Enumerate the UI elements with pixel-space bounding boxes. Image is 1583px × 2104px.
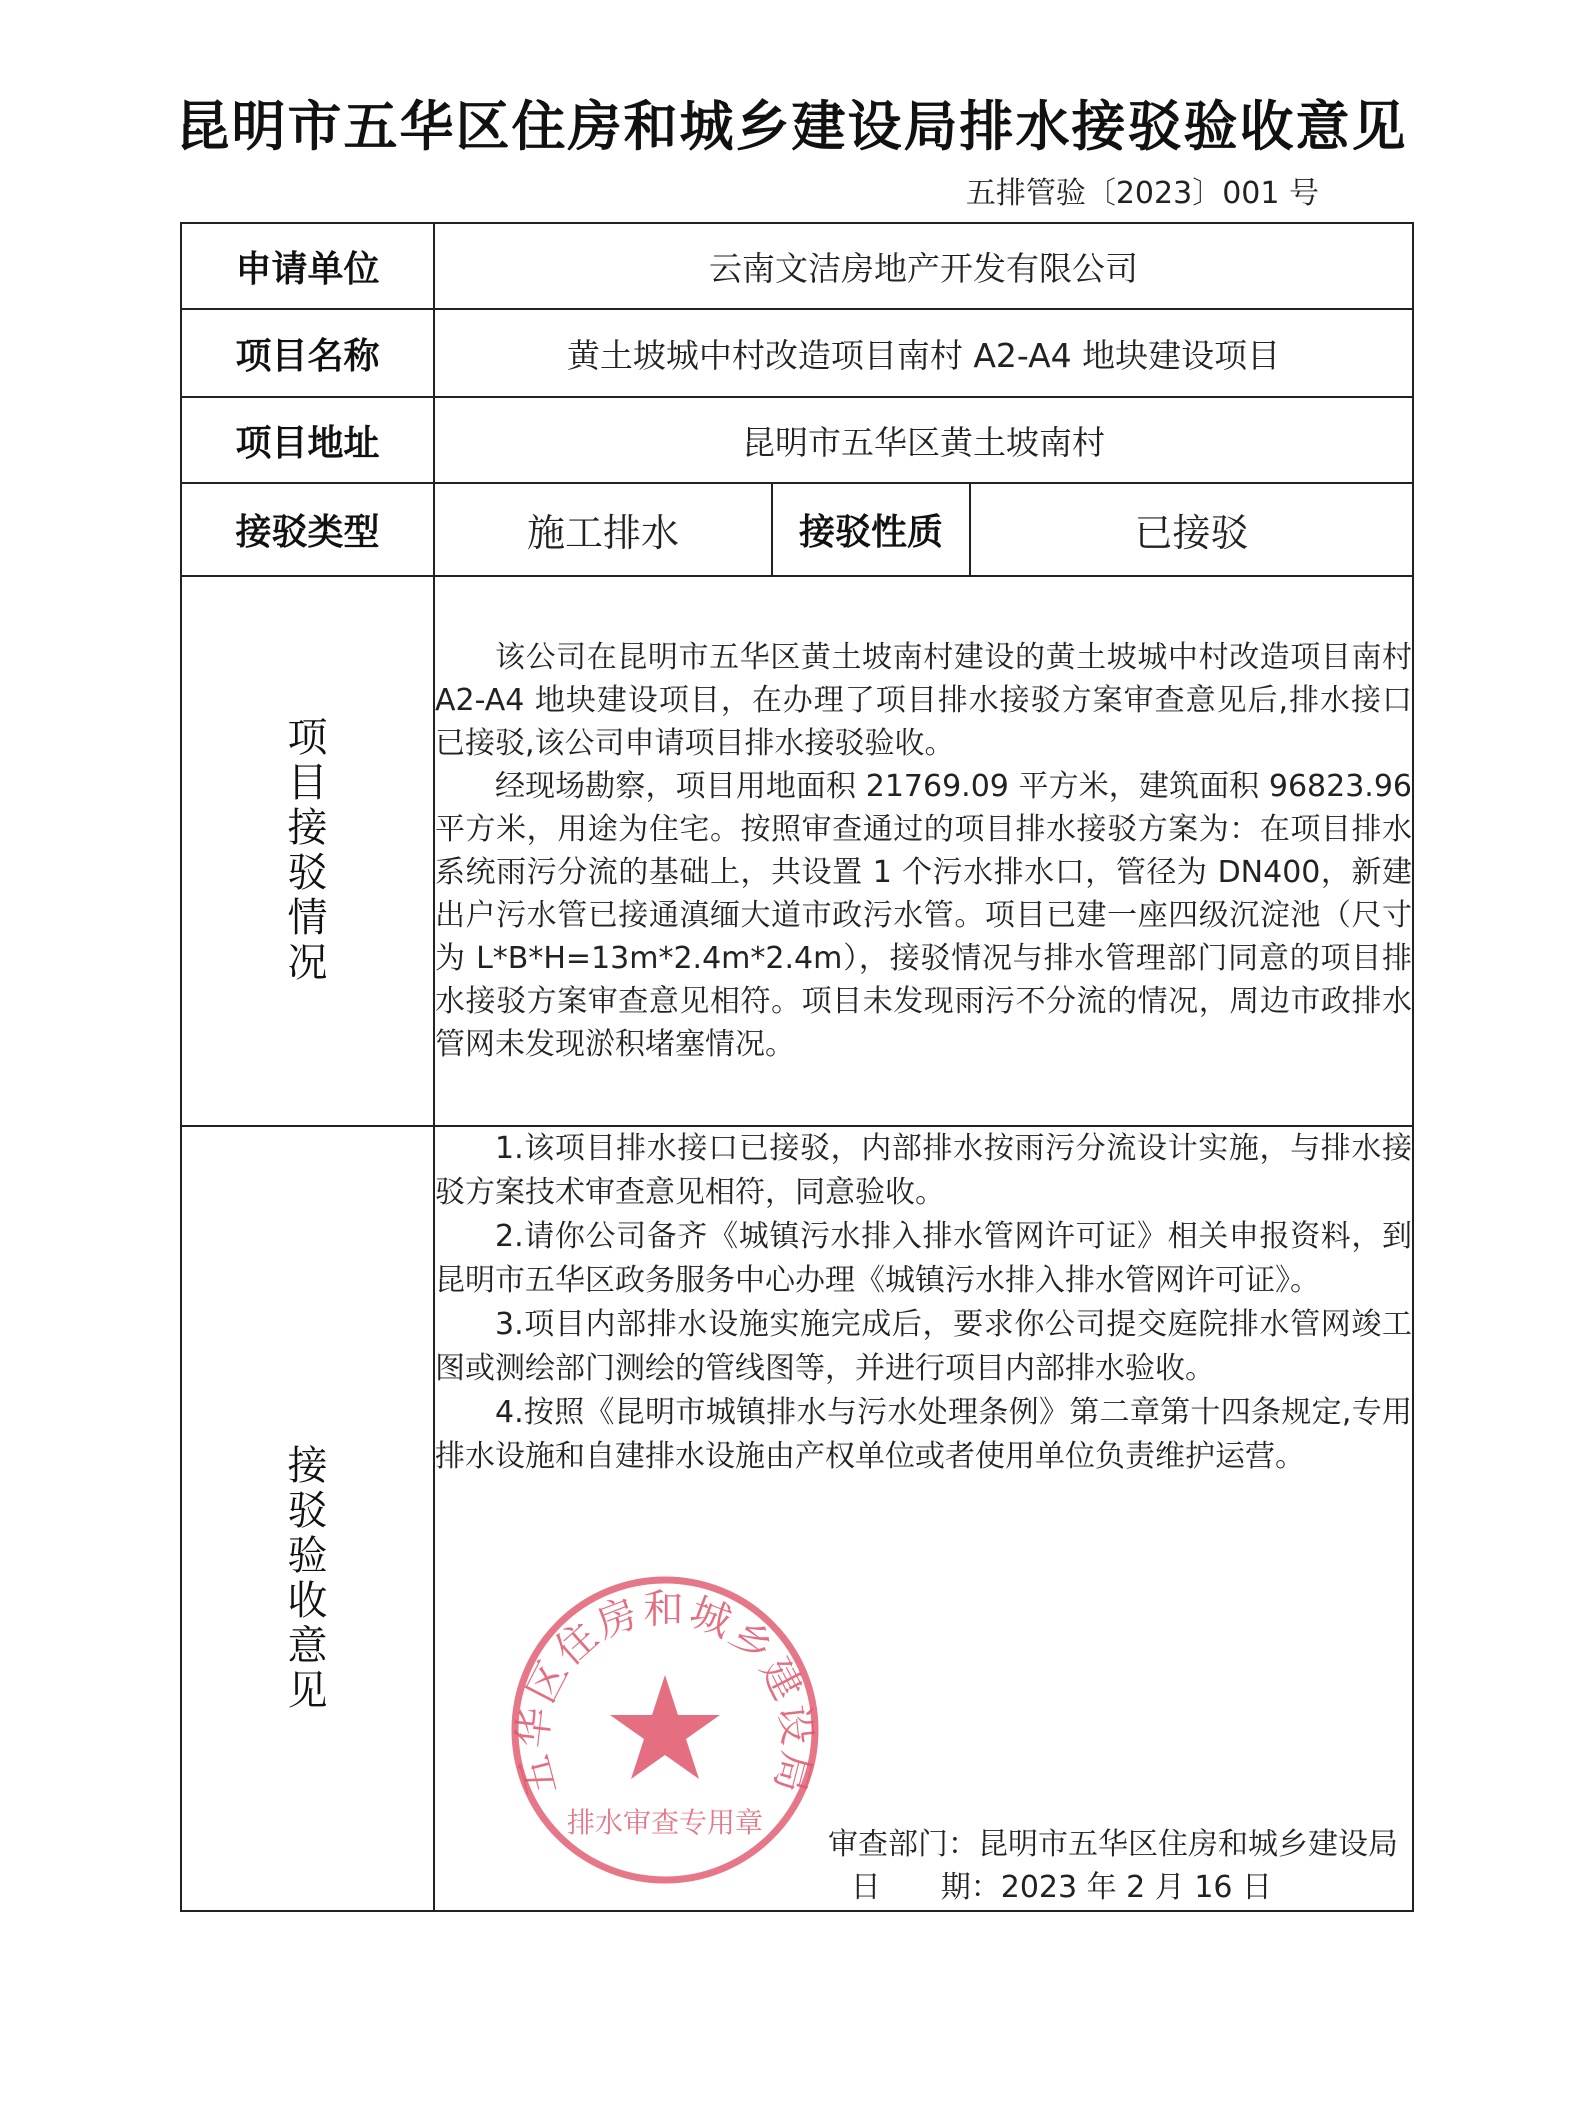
project-address-row	[181, 397, 1413, 483]
document-number: 五排管验〔2023〕001 号	[965, 176, 1319, 211]
project-address-value: 昆明市五华区黄土坡南村	[434, 397, 1413, 483]
applicant-value: 云南文洁房地产开发有限公司	[434, 223, 1413, 309]
seal-sub-text: 排水审查专用章	[566, 1806, 764, 1839]
situation-label-cell	[181, 576, 434, 1126]
connection-nature-value: 已接驳	[970, 483, 1413, 576]
opinion-item-1: 1.该项目排水接口已接驳，内部排水按雨污分流设计实施，与排水接驳方案技术审查意见相符，同意验收。	[435, 1131, 1413, 1210]
connection-type-value: 施工排水	[434, 483, 772, 576]
connection-type-label: 接驳类型	[181, 483, 434, 576]
situation-paragraph-1: 该公司在昆明市五华区黄土坡南村建设的黄土坡城中村改造项目南村 A2-A4 地块建设项目，在办理了项目排水接驳方案审查意见后,排水接口已接驳,该公司申请项目排水接驳验收。	[435, 640, 1413, 761]
seal-ring-text: 五华区住房和城乡建设局	[509, 1586, 821, 1801]
review-department: 审查部门：昆明市五华区住房和城乡建设局	[828, 1827, 1399, 1862]
situation-label: 项目接驳情况	[287, 715, 328, 986]
connection-nature-label: 接驳性质	[772, 483, 970, 576]
opinion-item-3: 3.项目内部排水设施实施完成后，要求你公司提交庭院排水管网竣工图或测绘部门测绘的管线图等，并进行项目内部排水验收。	[435, 1307, 1413, 1386]
opinion-label: 接驳验收意见	[287, 1442, 328, 1714]
applicant-row	[181, 223, 1413, 309]
project-name-value: 黄土坡城中村改造项目南村 A2-A4 地块建设项目	[434, 309, 1413, 397]
situation-content	[434, 576, 1413, 1126]
document-title: 昆明市五华区住房和城乡建设局排水接驳验收意见	[175, 95, 1408, 158]
situation-row	[181, 576, 1413, 1126]
opinion-label-cell	[181, 1126, 434, 1911]
official-seal-stamp	[505, 1570, 825, 1890]
seal-star-icon	[610, 1675, 720, 1779]
project-address-label: 项目地址	[181, 397, 434, 483]
opinion-item-2: 2.请你公司备齐《城镇污水排入排水管网许可证》相关申报资料，到昆明市五华区政务服务中心办理《城镇污水排入排水管网许可证》。	[435, 1219, 1413, 1298]
connection-row	[181, 483, 1413, 576]
review-date: 日 期：2023 年 2 月 16 日	[850, 1870, 1273, 1905]
applicant-label: 申请单位	[181, 223, 434, 309]
project-name-label: 项目名称	[181, 309, 434, 397]
project-name-row	[181, 309, 1413, 397]
situation-paragraph-2: 经现场勘察，项目用地面积 21769.09 平方米，建筑面积 96823.96 平方米，用途为住宅。按照审查通过的项目排水接驳方案为：在项目排水系统雨污分流的基础上，共设置 1 个污水排水口，管径为 DN400，新建出户污水管已接通滇缅大道市政污水管。项目已建一座四级沉淀池（尺寸为 L*B*H=13m*2.4m*2.4m），接驳情况与排水管理部门同意的项目排水接驳方案审查意见相符。项目未发现雨污不分流的情况，周边市政排水管网未发现淤积堵塞情况。	[435, 769, 1413, 1062]
opinion-item-4: 4.按照《昆明市城镇排水与污水处理条例》第二章第十四条规定,专用排水设施和自建排水设施由产权单位或者使用单位负责维护运营。	[435, 1395, 1413, 1474]
